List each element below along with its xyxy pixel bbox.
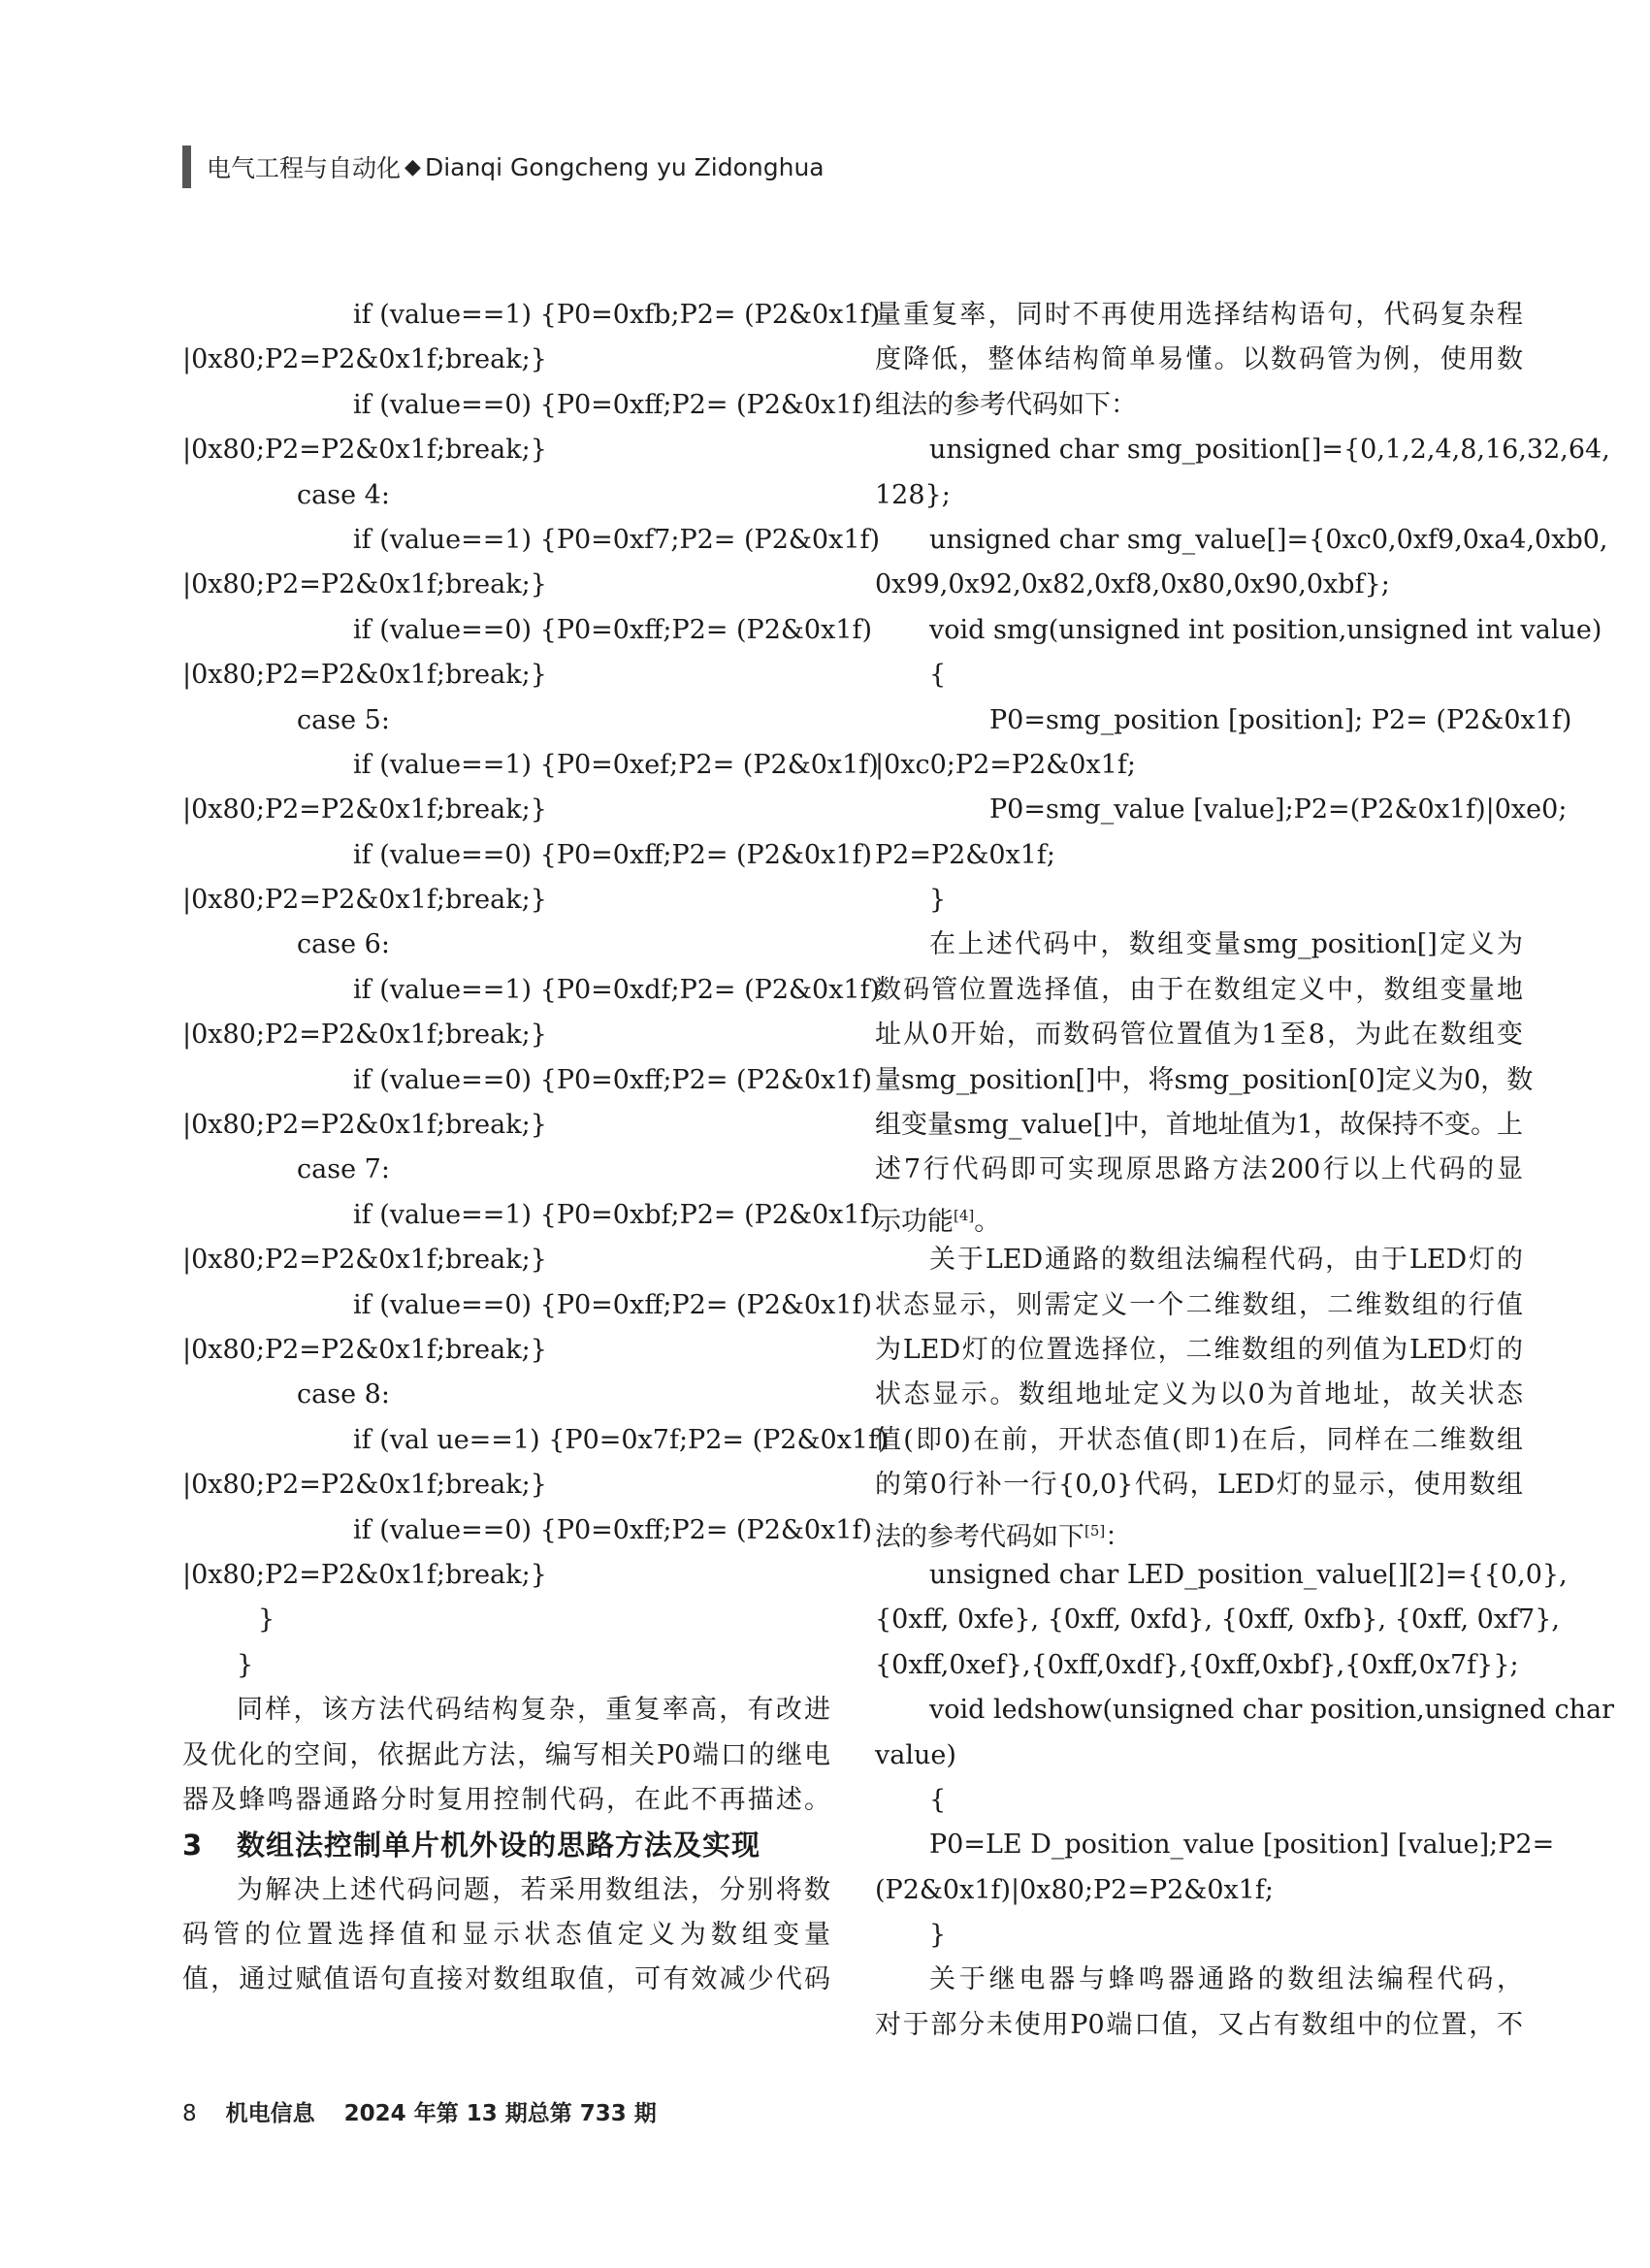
left-paragraph	[182, 1868, 830, 2003]
text-line	[182, 833, 873, 878]
section-number: 3	[182, 1829, 204, 1863]
text-line	[182, 1283, 873, 1328]
line-text: 0x99,0x92,0x82,0xf8,0x80,0x90,0xbf};	[875, 569, 1390, 600]
text-line	[875, 1283, 1523, 1328]
text-line	[875, 1913, 1523, 1958]
line-text: 组变量smg_value[]中，首地址值为1，故保持不变。上	[875, 1110, 1523, 1141]
line-text: if (value==1) {P0=0xfb;P2= (P2&0x1f)	[353, 300, 881, 330]
line-text: |0x80;P2=P2&0x1f;break;}	[182, 344, 547, 375]
text-line	[182, 473, 830, 518]
line-text: if (value==0) {P0=0xff;P2= (P2&0x1f)	[353, 614, 873, 645]
text-line	[875, 833, 1523, 878]
line-text: 度降低，整体结构简单易懂。以数码管为例，使用数	[875, 344, 1523, 375]
line-text: |0x80;P2=P2&0x1f;break;}	[182, 569, 547, 600]
line-text: 器及蜂鸣器通路分时复用控制代码，在此不再描述。	[182, 1784, 830, 1815]
text-line	[875, 1643, 1523, 1688]
line-tail: 。	[974, 1206, 1001, 1237]
text-line	[182, 1508, 873, 1553]
left-column	[182, 293, 889, 2003]
line-text: 组法的参考代码如下：	[875, 389, 1137, 420]
line-tail: ：	[1105, 1521, 1132, 1552]
line-text: case 8:	[297, 1379, 390, 1410]
line-text: 在上述代码中，数组变量smg_position[]定义为	[929, 929, 1523, 960]
line-text: |0x80;P2=P2&0x1f;break;}	[182, 1559, 547, 1590]
header-journal-cn: 电气工程与自动化	[207, 154, 402, 182]
header-bar	[182, 146, 191, 188]
line-text: 关于LED通路的数组法编程代码，由于LED灯的	[929, 1245, 1523, 1276]
line-text: value)	[875, 1739, 956, 1770]
line-text: void smg(unsigned int position,unsigned int value)	[929, 614, 1602, 645]
line-text: |0x80;P2=P2&0x1f;break;}	[182, 885, 547, 916]
text-line	[182, 1553, 830, 1598]
text-line	[875, 1373, 1523, 1417]
line-text: 值，通过赋值语句直接对数组取值，可有效减少代码	[182, 1964, 830, 1995]
right-code-and-text	[875, 293, 1614, 2048]
text-line	[875, 608, 1602, 653]
page-number: 8	[182, 2101, 197, 2126]
line-text: |0x80;P2=P2&0x1f;break;}	[182, 1470, 547, 1501]
text-line	[875, 338, 1523, 382]
line-text: if (value==0) {P0=0xff;P2= (P2&0x1f)	[353, 1514, 873, 1545]
line-text: unsigned char smg_position[]={0,1,2,4,8,16,32,64,	[929, 435, 1610, 466]
line-text: }	[929, 1920, 947, 1951]
text-line	[182, 1778, 830, 1823]
text-line	[182, 923, 830, 967]
line-text: if (value==1) {P0=0xbf;P2= (P2&0x1f)	[353, 1199, 881, 1230]
text-line	[182, 1013, 830, 1057]
line-text: {0xff, 0xfe}, {0xff, 0xfd}, {0xff, 0xfb}, {0xff, 0xf7},	[875, 1604, 1560, 1636]
text-line	[875, 473, 1523, 518]
diamond-icon: ◆	[404, 154, 421, 179]
line-text: {0xff,0xef},{0xff,0xdf},{0xff,0xbf},{0xff,0x7f}};	[875, 1649, 1519, 1680]
line-text: 同样，该方法代码结构复杂，重复率高，有改进	[237, 1695, 830, 1726]
text-line	[875, 788, 1568, 832]
text-line	[875, 1463, 1523, 1507]
line-text: |0x80;P2=P2&0x1f;break;}	[182, 1334, 547, 1365]
line-text: case 4:	[297, 479, 390, 510]
text-line	[875, 1958, 1523, 2002]
text-line	[182, 1058, 873, 1103]
text-line	[875, 518, 1608, 563]
text-line	[875, 923, 1523, 967]
text-line	[875, 293, 1523, 338]
line-text: 量重复率，同时不再使用选择结构语句，代码复杂程	[875, 300, 1523, 330]
line-text: |0x80;P2=P2&0x1f;break;}	[182, 660, 547, 691]
line-text: if (value==1) {P0=0xf7;P2= (P2&0x1f)	[353, 524, 881, 555]
line-text: void ledshow(unsigned char position,unsigned char	[929, 1695, 1614, 1726]
text-line	[182, 1193, 881, 1238]
line-text: unsigned char smg_value[]={0xc0,0xf9,0xa4,0xb0,	[929, 524, 1608, 555]
text-line	[182, 563, 830, 607]
text-line	[875, 1868, 1523, 1913]
line-text: |0x80;P2=P2&0x1f;break;}	[182, 1110, 547, 1141]
text-line	[182, 698, 830, 743]
running-header	[182, 146, 825, 188]
footer-journal: 机电信息	[225, 2101, 315, 2126]
line-text: 码管的位置选择值和显示状态值定义为数组变量	[182, 1920, 830, 1951]
line-text: case 6:	[297, 929, 390, 960]
text-line	[182, 1733, 830, 1778]
line-text: if (val ue==1) {P0=0x7f;P2= (P2&0x1f)	[353, 1424, 889, 1455]
text-line	[182, 608, 873, 653]
line-text: if (value==0) {P0=0xff;P2= (P2&0x1f)	[353, 389, 873, 420]
line-text: P0=LE D_position_value [position] [value];P2=	[929, 1830, 1555, 1861]
line-text: 状态显示。数组地址定义为以0为首地址，故关状态	[875, 1379, 1523, 1410]
text-line	[182, 653, 830, 697]
line-text: }	[929, 885, 947, 916]
footer-issue: 2024 年第 13 期总第 733 期	[343, 2101, 657, 2126]
line-text: if (value==1) {P0=0xdf;P2= (P2&0x1f)	[353, 974, 881, 1005]
text-line	[182, 293, 881, 338]
line-text: P2=P2&0x1f;	[875, 839, 1056, 870]
text-line	[182, 518, 881, 563]
line-text: if (value==0) {P0=0xff;P2= (P2&0x1f)	[353, 1064, 873, 1095]
text-line	[875, 1013, 1523, 1057]
line-text: 的第0行补一行{0,0}代码，LED灯的显示，使用数组	[875, 1470, 1523, 1501]
text-line	[182, 383, 873, 428]
line-text: |0x80;P2=P2&0x1f;break;}	[182, 794, 547, 826]
text-line	[182, 1373, 830, 1417]
text-line	[182, 1868, 830, 1913]
line-text: 为LED灯的位置选择位，二维数组的列值为LED灯的	[875, 1334, 1523, 1365]
line-text: |0x80;P2=P2&0x1f;break;}	[182, 1020, 547, 1051]
text-line	[875, 968, 1523, 1013]
line-text: P0=smg_position [position]; P2= (P2&0x1f)	[989, 704, 1572, 735]
text-line	[875, 1823, 1555, 1867]
text-line	[875, 1238, 1523, 1282]
text-line	[875, 653, 1523, 697]
line-text: 128};	[875, 479, 951, 510]
line-text: case 7:	[297, 1154, 390, 1185]
text-line	[182, 1148, 830, 1192]
text-line	[182, 878, 830, 923]
text-line	[182, 338, 830, 382]
right-column	[875, 293, 1614, 2048]
line-text: 值(即0)在前，开状态值(即1)在后，同样在二维数组	[875, 1424, 1523, 1455]
line-text: }	[237, 1649, 254, 1680]
line-text: 址从0开始，而数码管位置值为1至8，为此在数组变	[875, 1020, 1523, 1051]
line-text: if (value==0) {P0=0xff;P2= (P2&0x1f)	[353, 1289, 873, 1320]
line-text: if (value==0) {P0=0xff;P2= (P2&0x1f)	[353, 839, 873, 870]
text-line	[182, 1688, 830, 1733]
header-journal-en: Dianqi Gongcheng yu Zidonghua	[424, 152, 825, 181]
line-text: 及优化的空间，依据此方法，编写相关P0端口的继电	[182, 1739, 830, 1770]
line-text: 法的参考代码如下	[875, 1521, 1084, 1552]
text-line	[875, 1778, 1523, 1823]
line-text: 状态显示，则需定义一个二维数组，二维数组的行值	[875, 1289, 1523, 1320]
line-text: 数码管位置选择值，由于在数组定义中，数组变量地	[875, 974, 1523, 1005]
line-text: P0=smg_value [value];P2=(P2&0x1f)|0xe0;	[989, 794, 1568, 826]
line-text: 对于部分未使用P0端口值，又占有数组中的位置，不	[875, 2009, 1523, 2040]
text-line	[875, 2003, 1523, 2048]
text-line	[182, 1958, 830, 2002]
line-text: 述7行代码即可实现原思路方法200行以上代码的显	[875, 1154, 1523, 1185]
line-text: |0x80;P2=P2&0x1f;break;}	[182, 435, 547, 466]
line-text: 量smg_position[]中，将smg_position[0]定义为0，数	[875, 1064, 1534, 1095]
text-line	[182, 1643, 830, 1688]
text-line	[875, 1193, 1523, 1238]
text-line	[182, 788, 830, 832]
text-line	[875, 1103, 1523, 1148]
text-line	[875, 1148, 1523, 1192]
text-line	[182, 743, 879, 788]
text-line	[875, 743, 1523, 788]
text-line	[182, 1463, 830, 1507]
page-footer	[182, 2095, 657, 2127]
line-text: 为解决上述代码问题，若采用数组法，分别将数	[237, 1874, 830, 1905]
text-line	[182, 1103, 830, 1148]
text-line	[875, 428, 1610, 472]
text-line	[875, 698, 1572, 743]
text-line	[875, 1058, 1534, 1103]
text-line	[182, 968, 881, 1013]
line-text: {	[929, 1784, 947, 1815]
line-text: {	[929, 660, 947, 691]
text-line	[182, 1238, 830, 1282]
text-line	[875, 383, 1523, 428]
line-text: |0xc0;P2=P2&0x1f;	[875, 749, 1136, 780]
text-line	[875, 1418, 1523, 1463]
line-text: (P2&0x1f)|0x80;P2=P2&0x1f;	[875, 1874, 1274, 1905]
citation-ref: [4]	[954, 1206, 975, 1224]
citation-ref: [5]	[1084, 1521, 1106, 1539]
text-line	[182, 428, 830, 472]
text-line	[875, 1598, 1560, 1642]
text-line	[875, 563, 1523, 607]
section-title: 数组法控制单片机外设的思路方法及实现	[237, 1829, 761, 1863]
text-line	[182, 1913, 830, 1958]
line-text: unsigned char LED_position_value[][2]={{0,0},	[929, 1559, 1568, 1590]
text-line	[875, 1688, 1614, 1733]
left-code-and-text	[182, 293, 889, 1823]
line-text: 示功能	[875, 1206, 954, 1237]
text-line	[875, 1508, 1523, 1553]
text-line	[182, 1328, 830, 1373]
line-text: case 5:	[297, 704, 390, 735]
text-line	[182, 1598, 830, 1642]
text-line	[875, 1553, 1568, 1598]
line-text: 关于继电器与蜂鸣器通路的数组法编程代码，	[929, 1964, 1523, 1995]
text-line	[182, 1418, 889, 1463]
section-heading	[182, 1823, 830, 1867]
text-line	[875, 1328, 1523, 1373]
line-text: }	[258, 1604, 275, 1636]
line-text: |0x80;P2=P2&0x1f;break;}	[182, 1245, 547, 1276]
text-line	[875, 878, 1523, 923]
line-text: if (value==1) {P0=0xef;P2= (P2&0x1f)	[353, 749, 879, 780]
text-line	[875, 1733, 1523, 1778]
